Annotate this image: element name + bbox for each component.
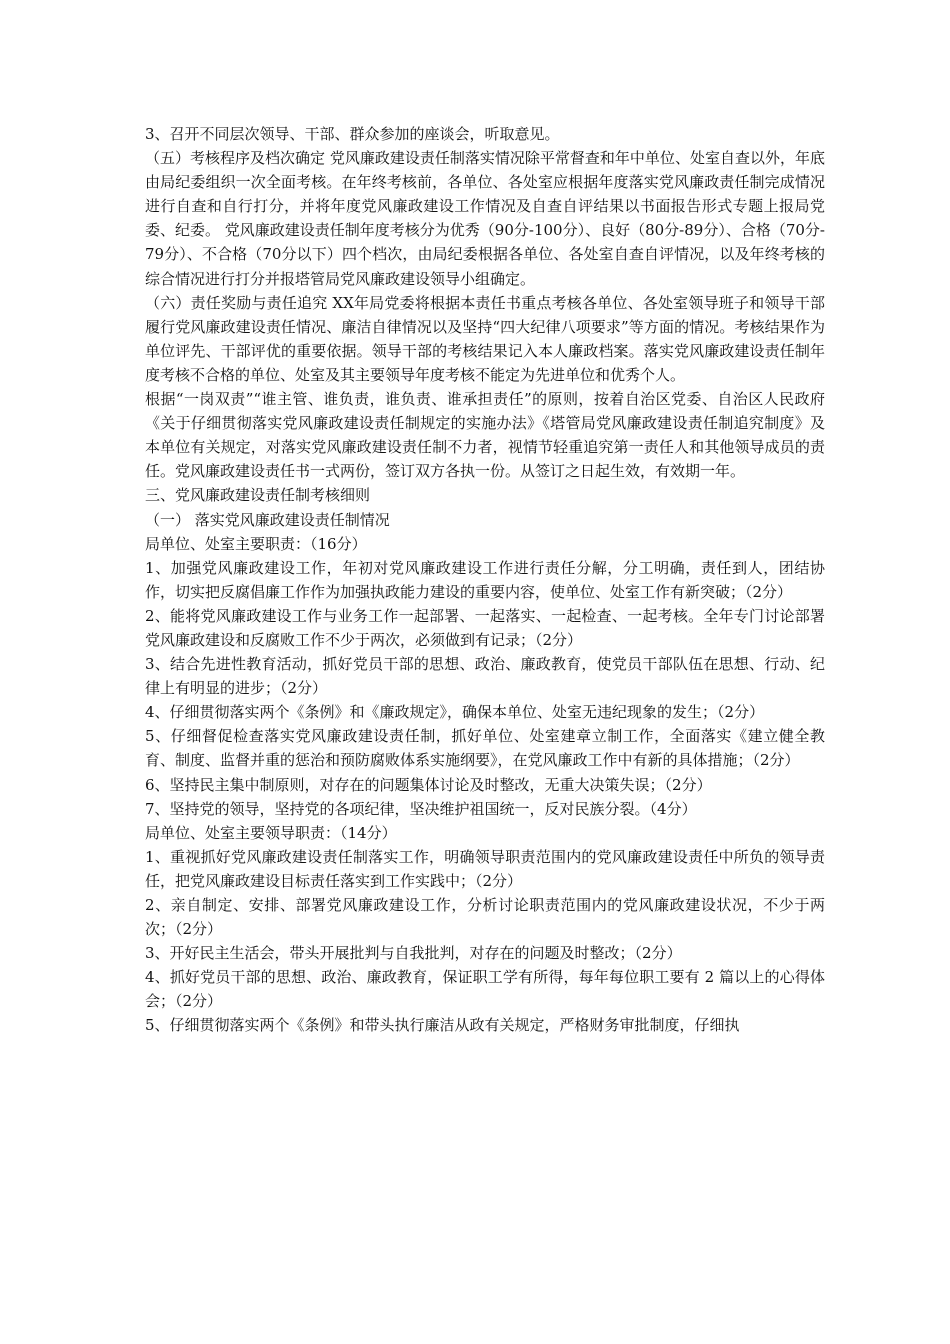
list-item: 5、仔细贯彻落实两个《条例》和带头执行廉洁从政有关规定，严格财务审批制度，仔细执 xyxy=(145,1016,740,1035)
list-item: 4、仔细贯彻落实两个《条例》和《廉政规定》，确保本单位、处室无违纪现象的发生；（2分） xyxy=(145,703,765,722)
paragraph: （六）责任奖励与责任追究 XX年局党委将根据本责任书重点考核各单位、各处室领导班子和领导干部履行党风廉政建设责任情况、廉洁自律情况以及坚持“四大纪律八项要求”等方面的情况。考核结果作为单位评先、干部评优的重要依据。领导干部的考核结果记入本人廉政档案。落实党风廉政建设责任制年度考核不合格的单位、处室及其主要领导年度考核不能定为先进单位和优秀个人。 xyxy=(145,293,825,384)
list-item: 1、重视抓好党风廉政建设责任制落实工作，明确领导职责范围内的党风廉政建设责任中所负的领导责任，把党风廉政建设目标责任落实到工作实践中；（2分） xyxy=(145,847,825,890)
list-heading: 局单位、处室主要职责：（16分） xyxy=(145,534,367,553)
list-heading: 局单位、处室主要领导职责：（14分） xyxy=(145,823,397,842)
list-item: 4、抓好党员干部的思想、政治、廉政教育，保证职工学有所得，每年每位职工要有 2 篇以上的心得体会；（2分） xyxy=(145,968,825,1011)
subsection-heading: （一） 落实党风廉政建设责任制情况 xyxy=(145,510,390,529)
list-item: 5、仔细督促检查落实党风廉政建设责任制，抓好单位、处室建章立制工作，全面落实《建立健全教育、制度、监督并重的惩治和预防腐败体系实施纲要》，在党风廉政工作中有新的具体措施；（2分） xyxy=(145,727,825,770)
list-item: 7、坚持党的领导，坚持党的各项纪律，坚决维护祖国统一，反对民族分裂。（4分） xyxy=(145,799,697,818)
document-body xyxy=(145,122,825,1038)
list-item: 1、加强党风廉政建设工作，年初对党风廉政建设工作进行责任分解，分工明确，责任到人，团结协作，切实把反腐倡廉工作作为加强执政能力建设的重要内容，使单位、处室工作有新突破；（2分） xyxy=(145,558,825,601)
section-heading: 三、党风廉政建设责任制考核细则 xyxy=(145,486,371,505)
list-item: 2、能将党风廉政建设工作与业务工作一起部署、一起落实、一起检查、一起考核。全年专门讨论部署党风廉政建设和反腐败工作不少于两次，必须做到有记录；（2分） xyxy=(145,606,825,649)
list-item: 3、结合先进性教育活动，抓好党员干部的思想、政治、廉政教育，使党员干部队伍在思想、行动、纪律上有明显的进步；（2分） xyxy=(145,655,825,698)
paragraph: 3、召开不同层次领导、干部、群众参加的座谈会，听取意见。 xyxy=(145,125,560,143)
list-item: 3、开好民主生活会，带头开展批判与自我批判，对存在的问题及时整改；（2分） xyxy=(145,944,682,963)
list-item: 2、亲自制定、安排、部署党风廉政建设工作，分析讨论职责范围内的党风廉政建设状况，不少于两次；（2分） xyxy=(145,896,825,939)
list-item: 6、坚持民主集中制原则，对存在的问题集体讨论及时整改，无重大决策失误；（2分） xyxy=(145,775,712,794)
paragraph: 根据“一岗双责”“谁主管、谁负责，谁负责、谁承担责任”的原则，按着自治区党委、自治区人民政府《关于仔细贯彻落实党风廉政建设责任制规定的实施办法》《塔管局党风廉政建设责任制追究制度》及本单位有关规定，对落实党风廉政建设责任制不力者，视情节轻重追究第一责任人和其他领导成员的责任。党风廉政建设责任书一式两份，签订双方各执一份。从签订之日起生效，有效期一年。 xyxy=(145,390,825,481)
paragraph: （五）考核程序及档次确定 党风廉政建设责任制落实情况除平常督查和年中单位、处室自查以外，年底由局纪委组织一次全面考核。在年终考核前，各单位、各处室应根据年度落实党风廉政责任制完成情况进行自查和自行打分，并将年度党风廉政建设工作情况及自查自评结果以书面报告形式专题上报局党委、纪委。 党风廉政建设责任制年度考核分为优秀（90分-100分）、良好（80分-89分）、合格（70分-79分）、不合格（70分以下）四个档次，由局纪委根据各单位、各处室自查自评情况，以及年终考核的综合情况进行打分并报塔管局党风廉政建设领导小组确定。 xyxy=(145,149,825,288)
